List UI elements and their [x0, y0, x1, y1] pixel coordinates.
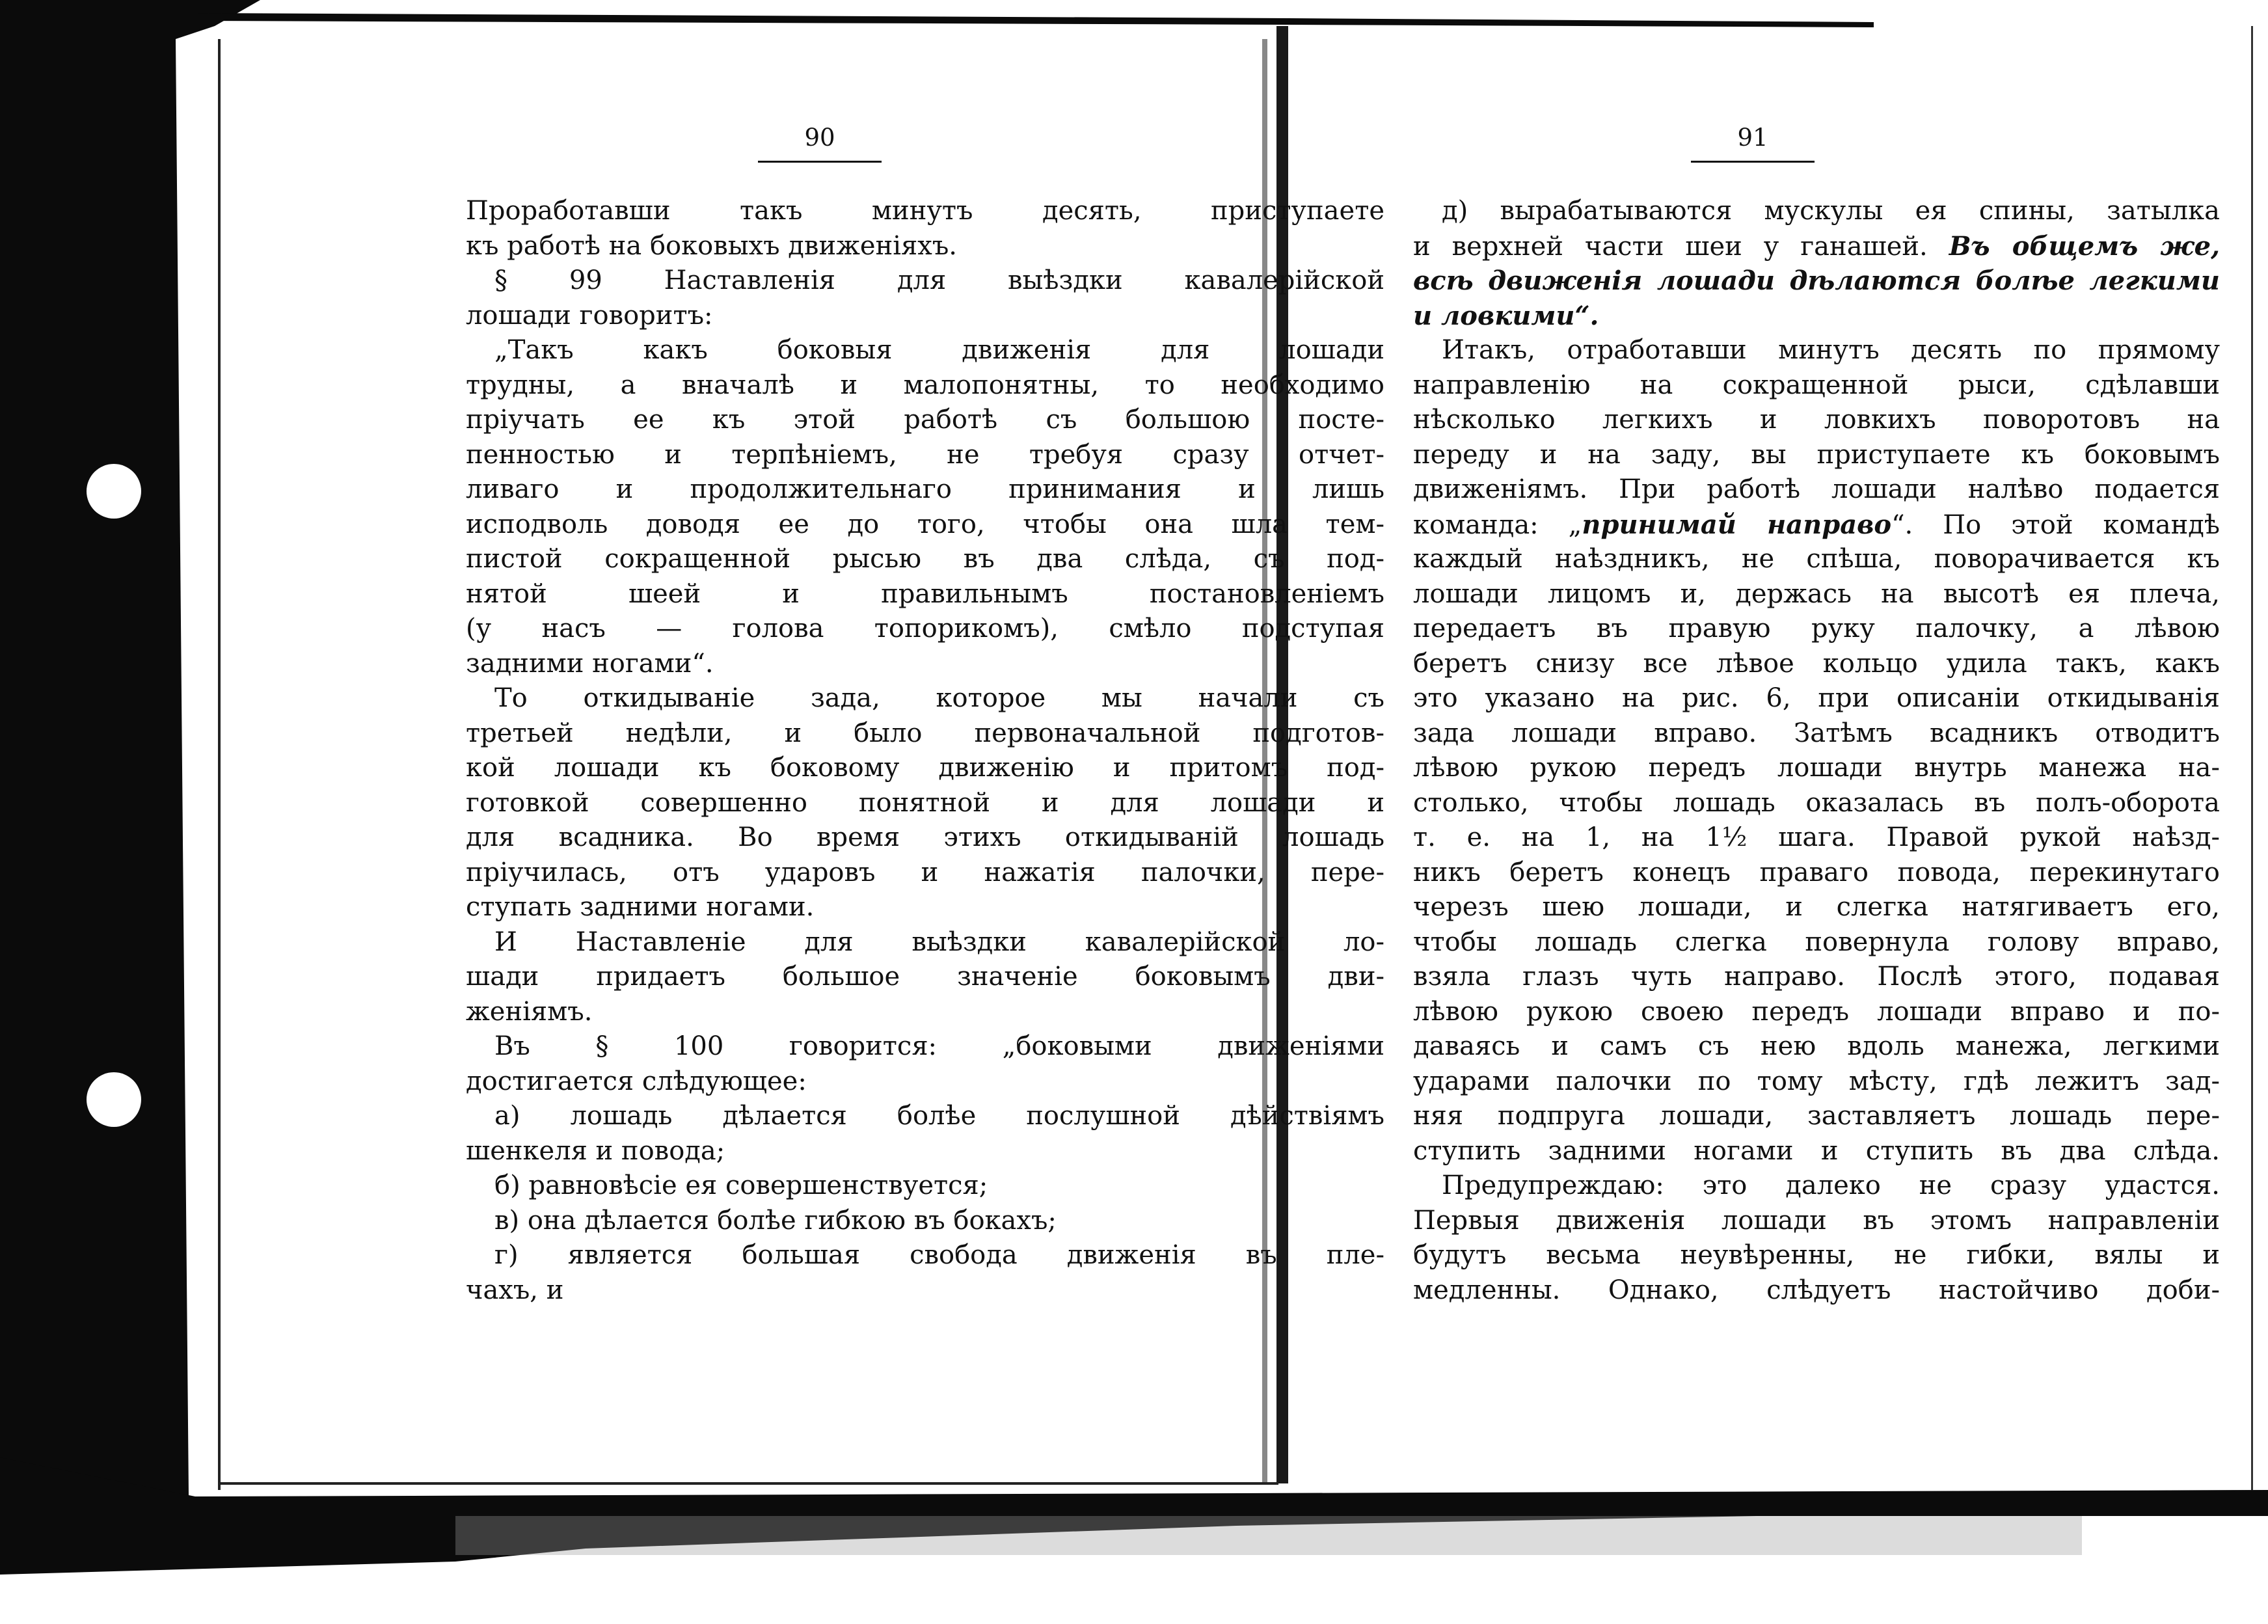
text-line: пріучать ее къ этой работѣ съ большою посте-: [466, 405, 1384, 435]
text-line: команда: „принимай направо“. По этой командѣ: [1413, 509, 2221, 540]
left-page: [221, 0, 1384, 1624]
text-line: лѣвою рукою передъ лошади внутрь манежа на-: [1413, 753, 2220, 783]
text-line: черезъ шею лошади, и слегка натягиваетъ его,: [1413, 892, 2220, 922]
text-line: а) лошадь дѣлается болѣе послушной дѣйствіямъ: [494, 1101, 1384, 1131]
right-page-text: [1413, 194, 2220, 1308]
text-line: задними ногами“.: [466, 648, 714, 679]
text-line: беретъ снизу все лѣвое кольцо удила такъ, какъ: [1413, 648, 2220, 679]
text-line: д) вырабатываются мускулы ея спины, затылка: [1442, 196, 2220, 226]
left-page-number-text: 90: [804, 124, 835, 152]
text-line: готовкой совершенно понятной и для лошади и: [466, 787, 1384, 818]
text-line: исподволь доводя ее до того, чтобы она шла тем-: [466, 509, 1384, 539]
text-line: всѣ движенія лошади дѣлаются болѣе легкими: [1413, 265, 2220, 296]
binding-hole-bottom: [87, 1072, 141, 1127]
text-line: лошади лицомъ и, держась на высотѣ ея плеча,: [1413, 578, 2220, 609]
text-line: зада лошади вправо. Затѣмъ всадникъ отводитъ: [1413, 718, 2220, 748]
text-line: т. е. на 1, на 1½ шага. Правой рукой наѣзд-: [1413, 822, 2220, 852]
right-page-number-rule: [1691, 161, 1815, 163]
text-line: ступить задними ногами и ступить въ два слѣда.: [1413, 1135, 2220, 1166]
text-line: (у насъ — голова топорикомъ), смѣло подступая: [466, 614, 1384, 643]
text-line: ливаго и продолжительнаго принимания и лишь: [466, 474, 1384, 504]
text-line: пистой сокращенной рысью въ два слѣда, съ под-: [466, 544, 1384, 574]
text-line: Первыя движенія лошади въ этомъ направленіи: [1413, 1205, 2220, 1236]
text-line: никъ беретъ конецъ праваго повода, перекинутаго: [1413, 857, 2220, 887]
text-line: г) является большая свобода движенія въ пле-: [494, 1240, 1384, 1270]
text-line: кой лошади къ боковому движенію и притомъ под-: [466, 753, 1384, 783]
text-line: лѣвою рукою своею передъ лошади вправо и по-: [1413, 996, 2220, 1027]
text-line: нѣсколько легкихъ и ловкихъ поворотовъ на: [1413, 405, 2220, 435]
right-page-number: [1688, 124, 1818, 163]
left-page-number-rule: [758, 161, 882, 163]
text-line: § 99 Наставленія для выѣздки кавалерійской: [494, 265, 1384, 295]
text-line: къ работѣ на боковыхъ движеніяхъ.: [466, 230, 957, 261]
left-page-left-border: [218, 39, 221, 1490]
text-line: пріучилась, отъ ударовъ и нажатія палочки, пере-: [466, 857, 1384, 887]
text-line: пенностью и терпѣніемъ, не требуя сразу отчет-: [466, 439, 1384, 470]
text-line: чтобы лошадь слегка повернула голову вправо,: [1413, 927, 2220, 957]
text-line: нятой шеей и правильнымъ постановленіемъ: [466, 578, 1384, 609]
text-line: трудны, а вначалѣ и малопонятны, то необходимо: [466, 370, 1384, 400]
text-line: То откидываніе зада, которое мы начали съ: [494, 683, 1384, 713]
text-line: даваясь и самъ съ нею вдоль манежа, легкими: [1413, 1031, 2220, 1061]
text-line: в) она дѣлается болѣе гибкою въ бокахъ;: [494, 1205, 1057, 1236]
text-line: будутъ весьма неувѣренны, не гибки, вялы и: [1413, 1240, 2220, 1270]
text-line: шенкеля и повода;: [466, 1135, 725, 1166]
text-line: б) равновѣсіе ея совершенствуется;: [494, 1171, 988, 1200]
text-line: Проработавши такъ минутъ десять, приступаете: [466, 196, 1384, 226]
text-line: Предупреждаю: это далеко не сразу удастся.: [1442, 1171, 2220, 1200]
text-line: и верхней части шеи у ганашей. Въ общемъ же,: [1413, 230, 2220, 262]
text-line: Въ § 100 говорится: „боковыми движеніями: [494, 1031, 1384, 1061]
right-page-number-text: 91: [1737, 124, 1768, 152]
text-line: лошади говоритъ:: [466, 300, 713, 331]
text-line: направленію на сокращенной рыси, сдѣлавши: [1413, 370, 2220, 400]
text-line: „Такъ какъ боковыя движенія для лошади: [494, 335, 1384, 365]
left-page-text: [466, 194, 1384, 1308]
text-line: это указано на рис. 6, при описаніи откидыванія: [1413, 683, 2220, 713]
text-line: медленны. Однако, слѣдуетъ настойчиво доби-: [1413, 1275, 2220, 1305]
text-line: ударами палочки по тому мѣсту, гдѣ лежитъ зад-: [1413, 1066, 2220, 1096]
text-line: чахъ, и: [466, 1275, 564, 1305]
text-line: взяла глазъ чуть направо. Послѣ этого, подавая: [1413, 962, 2220, 992]
text-line: Итакъ, отработавши минутъ десять по прямому: [1442, 335, 2220, 365]
binding-hole-top: [87, 464, 141, 519]
text-line: для всадника. Во время этихъ откидываній лошадь: [466, 822, 1384, 852]
text-line: переду и на заду, вы приступаете къ боковымъ: [1413, 439, 2220, 470]
text-line: няя подпруга лошади, заставляетъ лошадь пере-: [1413, 1101, 2220, 1131]
text-line: столько, чтобы лошадь оказалась въ полъ-оборота: [1413, 787, 2220, 818]
text-line: передаетъ въ правую руку палочку, а лѣвою: [1413, 614, 2220, 643]
text-line: и ловкими“.: [1413, 300, 1599, 331]
text-line: движеніямъ. При работѣ лошади налѣво подается: [1413, 474, 2220, 504]
left-page-number: [755, 124, 885, 163]
text-line: женіямъ.: [466, 996, 593, 1027]
text-line: И Наставленіе для выѣздки кавалерійской ло-: [494, 927, 1384, 957]
text-line: третьей недѣли, и было первоначальной подготов-: [466, 718, 1384, 748]
text-line: шади придаетъ большое значеніе боковымъ дви-: [466, 962, 1384, 992]
text-line: каждый наѣздникъ, не спѣша, поворачивается къ: [1413, 544, 2220, 574]
right-page: [1288, 0, 2251, 1624]
right-page-edge: [2251, 26, 2253, 1490]
text-line: достигается слѣдующее:: [466, 1066, 807, 1096]
text-line: ступать задними ногами.: [466, 892, 815, 922]
